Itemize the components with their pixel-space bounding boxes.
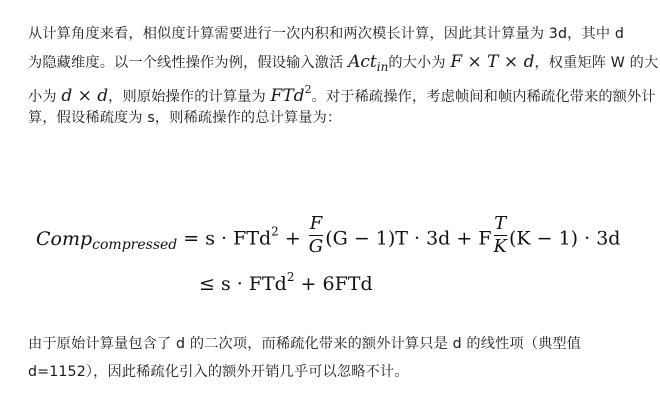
formula-row1-exponent: 2 <box>271 224 279 239</box>
intro-line-3-text-b: ，则原始操作的计算量为 <box>108 89 271 105</box>
intro-line-2-text-b: 的大小为 <box>388 55 451 71</box>
intro-line-3-text-c: 。对于稀疏操作，考虑帧间和帧内稀疏化带来的额外计 <box>311 89 656 105</box>
intro-line-2-text-a: 为隐藏维度。以一个线性操作为例，假设输入激活 <box>28 55 349 71</box>
formula-lhs-subscript: compressed <box>92 236 178 253</box>
activation-dims: F × T × d <box>450 52 535 72</box>
conclusion-line-1: 由于原始计算量包含了 d 的二次项，而稀疏化带来的额外计算只是 d 的线性项（典型值 <box>28 336 582 352</box>
formula-lhs-base: Comp <box>36 227 93 250</box>
intro-line-2-text-c: ，权重矩阵 W 的大 <box>534 55 659 71</box>
formula-row2-exponent: 2 <box>286 270 295 284</box>
original-cost-exponent: 2 <box>304 83 312 96</box>
formula-row1-plus: + <box>278 227 307 250</box>
conclusion-paragraph <box>28 330 644 386</box>
activation-subscript: in <box>376 60 389 74</box>
formula-row1-part-d: (K − 1) · 3d <box>508 227 621 250</box>
weight-dims: d × d <box>61 86 109 106</box>
fraction-2-denominator: K <box>493 236 507 257</box>
original-cost-base: FTd <box>270 86 305 106</box>
formula-row2-part-a: ≤ s · FTd <box>199 273 287 295</box>
formula-lhs <box>36 227 178 253</box>
intro-line-4: 算，假设稀疏度为 s，则稀疏操作的总计算量为： <box>28 110 342 126</box>
fraction-t-over-k <box>494 214 507 257</box>
conclusion-line-2: d=1152），因此稀疏化引入的额外开销几乎可以忽略不计。 <box>28 364 409 380</box>
intro-line-3 <box>28 76 656 106</box>
intro-line-3-text-a: 小为 <box>28 89 62 105</box>
activation-symbol <box>348 52 388 72</box>
formula-row2-part-b: + 6FTd <box>294 273 373 295</box>
fraction-f-over-g <box>309 214 323 257</box>
compressed-cost-formula <box>36 208 646 308</box>
intro-paragraph <box>28 20 659 132</box>
intro-line-2 <box>28 48 659 76</box>
activation-base: Act <box>348 52 377 72</box>
fraction-2-numerator: T <box>494 213 507 234</box>
intro-line-1: 从计算角度来看，相似度计算需要进行一次内积和两次模长计算，因此其计算量为 3d，其中 d <box>28 26 624 42</box>
fraction-1-numerator: F <box>309 213 323 234</box>
original-cost-symbol <box>270 83 312 106</box>
formula-row1-part-a: = s · FTd <box>177 227 272 250</box>
fraction-1-denominator: G <box>308 236 324 257</box>
formula-row-2 <box>199 270 373 295</box>
formula-row1-part-c: (G − 1)T · 3d + F <box>325 227 492 250</box>
formula-row-1 <box>36 213 621 261</box>
